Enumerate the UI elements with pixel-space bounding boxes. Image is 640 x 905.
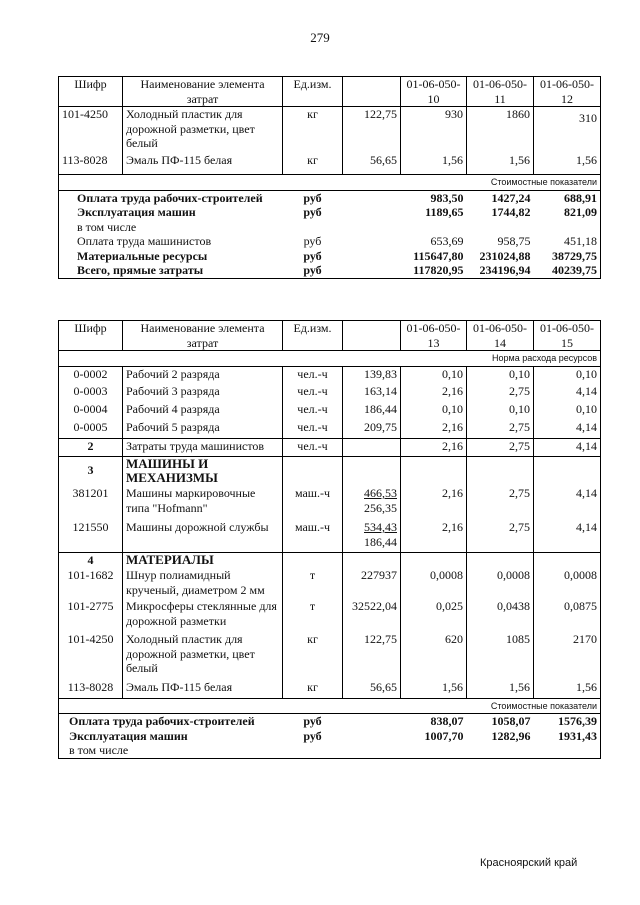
cell-price: 56,65 <box>343 153 401 175</box>
cell-name: Холодный пластик для дорожной разметки, цвет белый <box>123 632 283 680</box>
cell-unit: кг <box>283 153 343 175</box>
cost-unit: руб <box>303 234 322 248</box>
cell-name: Рабочий 2 разряда <box>123 366 283 384</box>
cost-value: 958,75 <box>497 234 531 248</box>
cell-value: 0,0438 <box>467 599 534 632</box>
price-primary: 466,53 <box>364 486 397 500</box>
cell-value: 0,10 <box>534 366 601 384</box>
cost-value: 40239,75 <box>534 263 601 278</box>
cost-name: Всего, прямые затраты <box>59 263 283 278</box>
header-col-10: 01-06-050-10 <box>401 77 467 107</box>
cell-value: 4,14 <box>534 438 601 456</box>
cell-value: 2,16 <box>401 438 467 456</box>
cell-name: Эмаль ПФ-115 белая <box>123 153 283 175</box>
cost-unit: руб <box>303 248 322 263</box>
cell-value: 4,14 <box>534 420 601 438</box>
cost-unit <box>283 220 343 235</box>
cell-value: 0,10 <box>401 402 467 420</box>
caption-row <box>59 698 601 714</box>
cell-value: 1,56 <box>534 680 601 698</box>
cell-value: 0,0008 <box>401 568 467 599</box>
cell-unit: т <box>283 568 343 599</box>
cell-value: 1085 <box>467 632 534 680</box>
cell-price: 209,75 <box>343 420 401 438</box>
cost-unit: руб <box>303 263 322 277</box>
cell-unit: чел.-ч <box>283 438 343 456</box>
cell-value: 2,16 <box>401 520 467 552</box>
cell-value: 0,0008 <box>534 568 601 599</box>
table-row <box>59 153 601 175</box>
section-code: 4 <box>59 552 123 568</box>
cell-value: 0,10 <box>534 402 601 420</box>
table-row <box>59 107 601 153</box>
cost-value: 115647,80 <box>413 248 464 263</box>
cost-value: 653,69 <box>430 234 464 248</box>
cell-unit: кг <box>283 107 343 153</box>
cell-name: Затраты труда машинистов <box>123 438 283 456</box>
cost-value: 1744,82 <box>491 205 531 219</box>
cost-caption: Стоимостные показатели <box>59 698 601 714</box>
table-header-row <box>59 321 601 351</box>
cell-code: 101-1682 <box>59 568 123 599</box>
cost-row <box>59 205 601 220</box>
cell-value: 0,10 <box>401 366 467 384</box>
cost-name: Оплата труда рабочих-строителей <box>59 190 283 205</box>
cost-value: 821,09 <box>534 205 601 220</box>
cell-name: Шнур полиамидный крученый, диаметром 2 мм <box>123 568 283 599</box>
table-row <box>59 438 601 456</box>
cell-code: 121550 <box>59 520 123 552</box>
cell-price: 56,65 <box>343 680 401 698</box>
cell-value: 0,025 <box>401 599 467 632</box>
cell-price: 227937 <box>343 568 401 599</box>
cost-name: Оплата труда машинистов <box>59 234 283 249</box>
cell-value: 1,56 <box>401 153 467 175</box>
cell-value: 4,14 <box>534 486 601 520</box>
cost-value: 234196,94 <box>479 263 531 277</box>
cell-name: Рабочий 3 разряда <box>123 384 283 402</box>
cost-value: 1427,24 <box>491 190 531 205</box>
header-col-11: 01-06-050-11 <box>467 77 534 107</box>
cell-unit: маш.-ч <box>283 520 343 552</box>
cell-value: 2,75 <box>467 438 534 456</box>
cell-code: 0-0003 <box>59 384 123 402</box>
cell-price: 139,83 <box>343 366 401 384</box>
cost-unit <box>283 743 343 758</box>
cost-value: 1931,43 <box>534 729 601 744</box>
cell-code: 101-4250 <box>59 107 123 153</box>
cell-value: 4,14 <box>534 520 601 552</box>
cell-name: Микросферы стеклянные для дорожной разметки <box>123 599 283 632</box>
header-code: Шифр <box>59 321 123 351</box>
cell-value: 0,0875 <box>534 599 601 632</box>
page-number: 279 <box>310 30 330 45</box>
cell-name: Машины маркировочные типа "Hofmann" <box>123 486 283 520</box>
cell-value: 0,10 <box>467 366 534 384</box>
cell-value: 2,75 <box>467 486 534 520</box>
cost-row <box>59 263 601 278</box>
header-unit: Ед.изм. <box>283 77 343 107</box>
table-row <box>59 599 601 632</box>
table-header-row <box>59 77 601 107</box>
cost-value <box>534 220 601 235</box>
header-price <box>343 321 401 351</box>
cost-name: Эксплуатация машин <box>59 205 283 220</box>
cost-name: в том числе <box>59 743 283 758</box>
cost-row <box>59 220 601 235</box>
cell-price <box>343 438 401 456</box>
resource-table-2 <box>58 320 601 759</box>
cell-code: 381201 <box>59 486 123 520</box>
table-row <box>59 568 601 599</box>
cell-price: 32522,04 <box>343 599 401 632</box>
cost-row <box>59 714 601 729</box>
cell-value: 2,75 <box>467 520 534 552</box>
table-row <box>59 486 601 520</box>
cell-unit: т <box>283 599 343 632</box>
header-name: Наименование элемента затрат <box>123 321 283 351</box>
cost-value <box>467 220 534 235</box>
cost-value: 451,18 <box>534 234 601 249</box>
cell-value: 4,14 <box>534 384 601 402</box>
section-code: 2 <box>59 438 123 456</box>
cell-unit: кг <box>283 680 343 698</box>
cell-value: 930 <box>401 107 467 153</box>
header-name: Наименование элемента затрат <box>123 77 283 107</box>
cell-value: 1860 <box>467 107 534 153</box>
resource-table-1 <box>58 76 601 279</box>
cost-value: 1189,65 <box>425 205 464 219</box>
cell-value: 310 <box>534 107 601 153</box>
section-code: 3 <box>59 456 123 486</box>
footer-region: Красноярский край <box>480 857 578 869</box>
cost-value: 1007,70 <box>424 728 464 743</box>
section-row <box>59 552 601 568</box>
cost-value: 38729,75 <box>534 249 601 264</box>
caption-row <box>59 175 601 191</box>
table-row <box>59 632 601 680</box>
cost-row <box>59 743 601 758</box>
cell-code: 113-8028 <box>59 153 123 175</box>
price-secondary: 186,44 <box>364 534 397 549</box>
cost-caption: Стоимостные показатели <box>59 175 601 191</box>
cell-code: 0-0004 <box>59 402 123 420</box>
cell-unit: маш.-ч <box>283 486 343 520</box>
cell-value: 2,16 <box>401 384 467 402</box>
cost-row <box>59 234 601 249</box>
cell-value: 2,75 <box>467 420 534 438</box>
cell-code: 101-2775 <box>59 599 123 632</box>
cell-value: 2,75 <box>467 384 534 402</box>
section-title: МАШИНЫ И МЕХАНИЗМЫ <box>123 456 283 486</box>
cell-unit: чел.-ч <box>283 402 343 420</box>
cell-value: 2,16 <box>401 486 467 520</box>
table-row <box>59 366 601 384</box>
header-unit: Ед.изм. <box>283 321 343 351</box>
cell-value: 1,56 <box>534 153 601 175</box>
cell-price: 122,75 <box>343 632 401 680</box>
norm-caption: Норма расхода ресурсов <box>59 351 601 367</box>
price-secondary: 256,35 <box>364 500 397 515</box>
cell-value: 1,56 <box>401 680 467 698</box>
table-row <box>59 420 601 438</box>
table-row <box>59 402 601 420</box>
cell-value: 2170 <box>534 632 601 680</box>
cost-name: в том числе <box>59 220 283 235</box>
cell-price: 186,44 <box>343 402 401 420</box>
cell-name: Машины дорожной службы <box>123 520 283 552</box>
cost-name: Эксплуатация машин <box>59 729 283 744</box>
header-code: Шифр <box>59 77 123 107</box>
cell-unit: чел.-ч <box>283 366 343 384</box>
cost-value: 688,91 <box>534 190 601 205</box>
cost-value: 983,50 <box>430 190 464 205</box>
cell-price <box>343 520 401 552</box>
cell-price: 122,75 <box>343 107 401 153</box>
cell-code: 0-0005 <box>59 420 123 438</box>
cost-value <box>401 220 467 235</box>
cost-value: 231024,88 <box>479 248 531 263</box>
cell-value: 0,10 <box>467 402 534 420</box>
cost-value: 1576,39 <box>534 714 601 729</box>
header-col-15: 01-06-050-15 <box>534 321 601 351</box>
cost-value <box>534 743 601 758</box>
cost-row <box>59 190 601 205</box>
cost-name: Материальные ресурсы <box>59 249 283 264</box>
cell-unit: чел.-ч <box>283 384 343 402</box>
cell-name: Рабочий 5 разряда <box>123 420 283 438</box>
cell-value: 1,56 <box>467 680 534 698</box>
cell-value: 620 <box>401 632 467 680</box>
cell-name: Эмаль ПФ-115 белая <box>123 680 283 698</box>
cost-value: 838,07 <box>430 714 464 728</box>
cost-value: 1282,96 <box>491 728 531 743</box>
cell-value: 0,0008 <box>467 568 534 599</box>
header-col-14: 01-06-050-14 <box>467 321 534 351</box>
cell-price <box>343 486 401 520</box>
cost-name: Оплата труда рабочих-строителей <box>59 714 283 729</box>
header-col-13: 01-06-050-13 <box>401 321 467 351</box>
section-row <box>59 456 601 486</box>
section-title: МАТЕРИАЛЫ <box>123 552 283 568</box>
cell-unit: кг <box>283 632 343 680</box>
cell-code: 113-8028 <box>59 680 123 698</box>
caption-row <box>59 351 601 367</box>
cell-value: 1,56 <box>467 153 534 175</box>
table-row <box>59 680 601 698</box>
table-row <box>59 520 601 552</box>
cost-unit: руб <box>303 728 322 743</box>
cost-unit: руб <box>303 205 322 219</box>
cost-value <box>467 743 534 758</box>
cell-code: 0-0002 <box>59 366 123 384</box>
cell-price: 163,14 <box>343 384 401 402</box>
table-row <box>59 384 601 402</box>
cost-row <box>59 729 601 744</box>
cost-value: 1058,07 <box>491 714 531 728</box>
cell-code: 101-4250 <box>59 632 123 680</box>
cell-unit: чел.-ч <box>283 420 343 438</box>
cell-value: 2,16 <box>401 420 467 438</box>
header-price <box>343 77 401 107</box>
cost-value <box>401 743 467 758</box>
cell-name: Холодный пластик для дорожной разметки, цвет белый <box>123 107 283 153</box>
cost-row <box>59 249 601 264</box>
cost-unit: руб <box>303 190 322 205</box>
price-primary: 534,43 <box>364 520 397 534</box>
cell-name: Рабочий 4 разряда <box>123 402 283 420</box>
header-col-12: 01-06-050-12 <box>534 77 601 107</box>
cost-value: 117820,95 <box>413 263 464 277</box>
cost-unit: руб <box>303 714 322 728</box>
